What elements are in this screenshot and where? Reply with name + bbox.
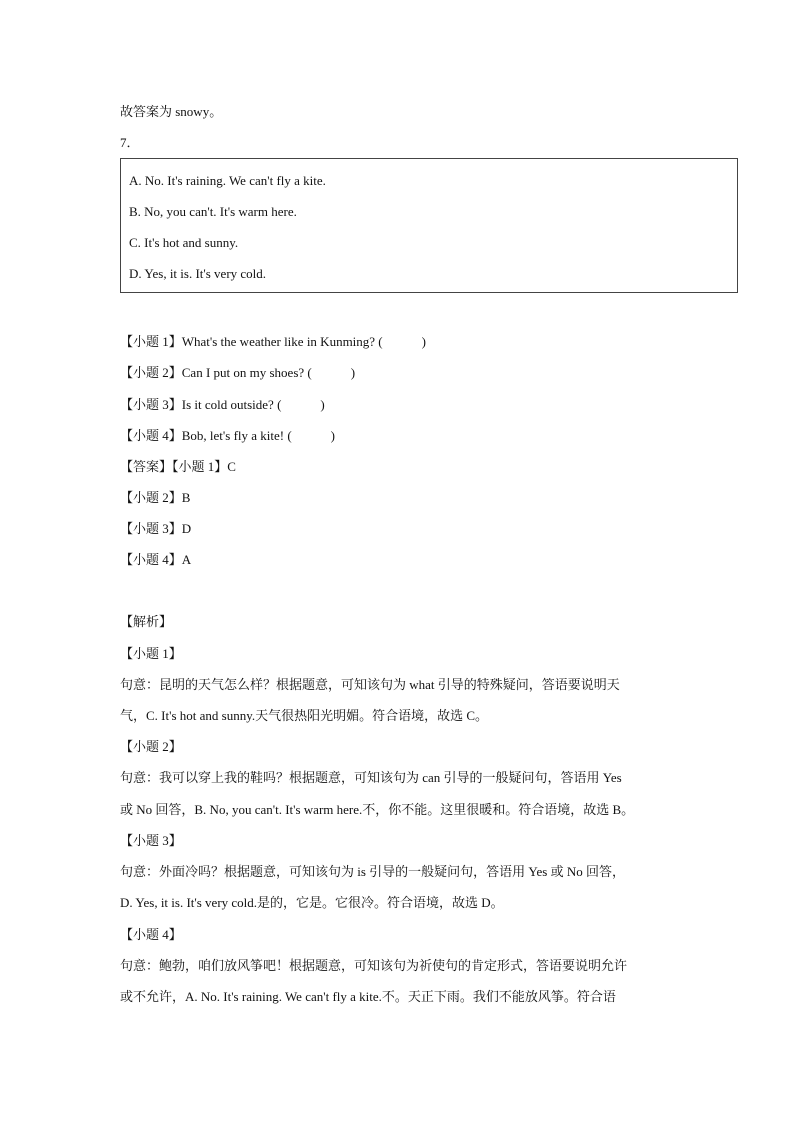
sub-question-1: 【小题 1】What's the weather like in Kunming? ( ) — [120, 334, 426, 349]
sub-question-4: 【小题 4】Bob, let's fly a kite! ( ) — [120, 428, 336, 443]
analysis-text: 句意：外面冷吗？根据题意，可知该句为 is 引导的一般疑问句，答语用 Yes 或 No 回答， — [120, 864, 625, 879]
answer-line-1: 【答案】【小题 1】C — [120, 459, 236, 474]
answer-line-4: 【小题 4】A — [120, 552, 192, 567]
options-box — [120, 158, 738, 293]
analysis-text: 气，C. It's hot and sunny.天气很热阳光明媚。符合语境，故选 C。 — [120, 708, 489, 723]
option-c: C. It's hot and sunny. — [129, 235, 239, 250]
analysis-heading: 【解析】 — [120, 614, 173, 629]
sub-question-3: 【小题 3】Is it cold outside? ( ) — [120, 397, 325, 412]
analysis-text: 句意：我可以穿上我的鞋吗？根据题意，可知该句为 can 引导的一般疑问句，答语用 Yes — [120, 770, 622, 785]
analysis-sub-heading-2: 【小题 2】 — [120, 739, 182, 754]
analysis-sub-heading-3: 【小题 3】 — [120, 833, 182, 848]
analysis-sub-heading-4: 【小题 4】 — [120, 927, 182, 942]
analysis-text: 或 No 回答，B. No, you can't. It's warm here.不，你不能。这里很暖和。符合语境，故选 B。 — [120, 802, 635, 817]
analysis-text: D. Yes, it is. It's very cold.是的，它是。它很冷。符合语境，故选 D。 — [120, 895, 504, 910]
analysis-sub-heading-1: 【小题 1】 — [120, 646, 182, 661]
intro-line: 故答案为 snowy。 — [120, 104, 223, 119]
sub-question-2: 【小题 2】Can I put on my shoes? ( ) — [120, 365, 356, 380]
question-number: 7． — [120, 135, 140, 150]
answer-line-2: 【小题 2】B — [120, 490, 191, 505]
answer-line-3: 【小题 3】D — [120, 521, 192, 536]
analysis-text: 句意：鲍勃，咱们放风筝吧！根据题意，可知该句为祈使句的肯定形式，答语要说明允许 — [120, 958, 628, 973]
option-b: B. No, you can't. It's warm here. — [129, 204, 297, 219]
option-d: D. Yes, it is. It's very cold. — [129, 266, 267, 281]
analysis-text: 或不允许，A. No. It's raining. We can't fly a kite.不。天正下雨。我们不能放风筝。符合语 — [120, 989, 616, 1004]
analysis-text: 句意：昆明的天气怎么样？根据题意，可知该句为 what 引导的特殊疑问，答语要说明天 — [120, 677, 620, 692]
option-a: A. No. It's raining. We can't fly a kite. — [129, 173, 326, 188]
